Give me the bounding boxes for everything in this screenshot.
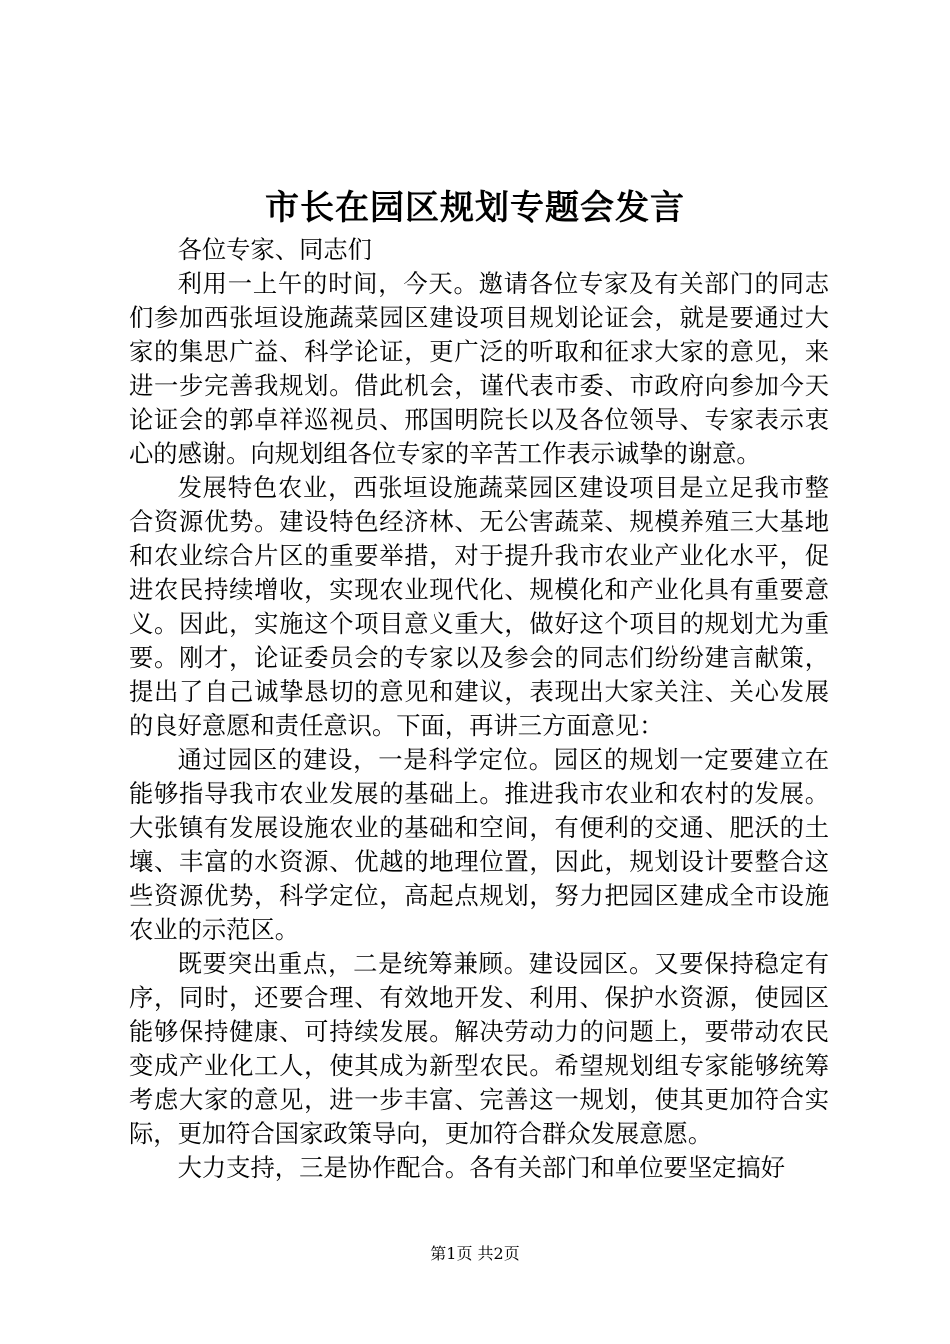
paragraph-2: 发展特色农业，西张垣设施蔬菜园区建设项目是立足我市整合资源优势。建设特色经济林、无公害蔬菜、规模养殖三大基地和农业综合片区的重要举措，对于提升我市农业产业化水平，促进农民持续增收，实现农业现代化、规模化和产业化具有重要意义。因此，实施这个项目意义重大，做好这个项目的规划尤为重要。刚才，论证委员会的专家以及参会的同志们纷纷建言献策，提出了自己诚挚恳切的意见和建议，表现出大家关注、关心发展的良好意愿和责任意识。下面，再讲三方面意见： xyxy=(129,473,829,740)
document-body xyxy=(129,233,829,1185)
paragraph-5: 大力支持，三是协作配合。各有关部门和单位要坚定搞好 xyxy=(177,1153,786,1182)
salutation: 各位专家、同志们 xyxy=(177,235,372,264)
paragraph-1: 利用一上午的时间，今天。邀请各位专家及有关部门的同志们参加西张垣设施蔬菜园区建设项目规划论证会，就是要通过大家的集思广益、科学论证，更广泛的听取和征求大家的意见，来进一步完善我规划。借此机会，谨代表市委、市政府向参加今天论证会的郭卓祥巡视员、邢国明院长以及各位领导、专家表示衷心的感谢。向规划组各位专家的辛苦工作表示诚挚的谢意。 xyxy=(129,269,829,468)
paragraph-3: 通过园区的建设，一是科学定位。园区的规划一定要建立在能够指导我市农业发展的基础上。推进我市农业和农村的发展。大张镇有发展设施农业的基础和空间，有便利的交通、肥沃的土壤、丰富的水资源、优越的地理位置，因此，规划设计要整合这些资源优势，科学定位，高起点规划，努力把园区建成全市设施农业的示范区。 xyxy=(129,745,829,944)
page-footer: 第1页 共2页 xyxy=(430,1244,520,1263)
paragraph-4: 既要突出重点，二是统筹兼顾。建设园区。又要保持稳定有序，同时，还要合理、有效地开发、利用、保护水资源，使园区能够保持健康、可持续发展。解决劳动力的问题上，要带动农民变成产业化工人，使其成为新型农民。希望规划组专家能够统筹考虑大家的意见，进一步丰富、完善这一规划，使其更加符合实际，更加符合国家政策导向，更加符合群众发展意愿。 xyxy=(129,949,829,1148)
document-title: 市长在园区规划专题会发言 xyxy=(265,188,685,228)
